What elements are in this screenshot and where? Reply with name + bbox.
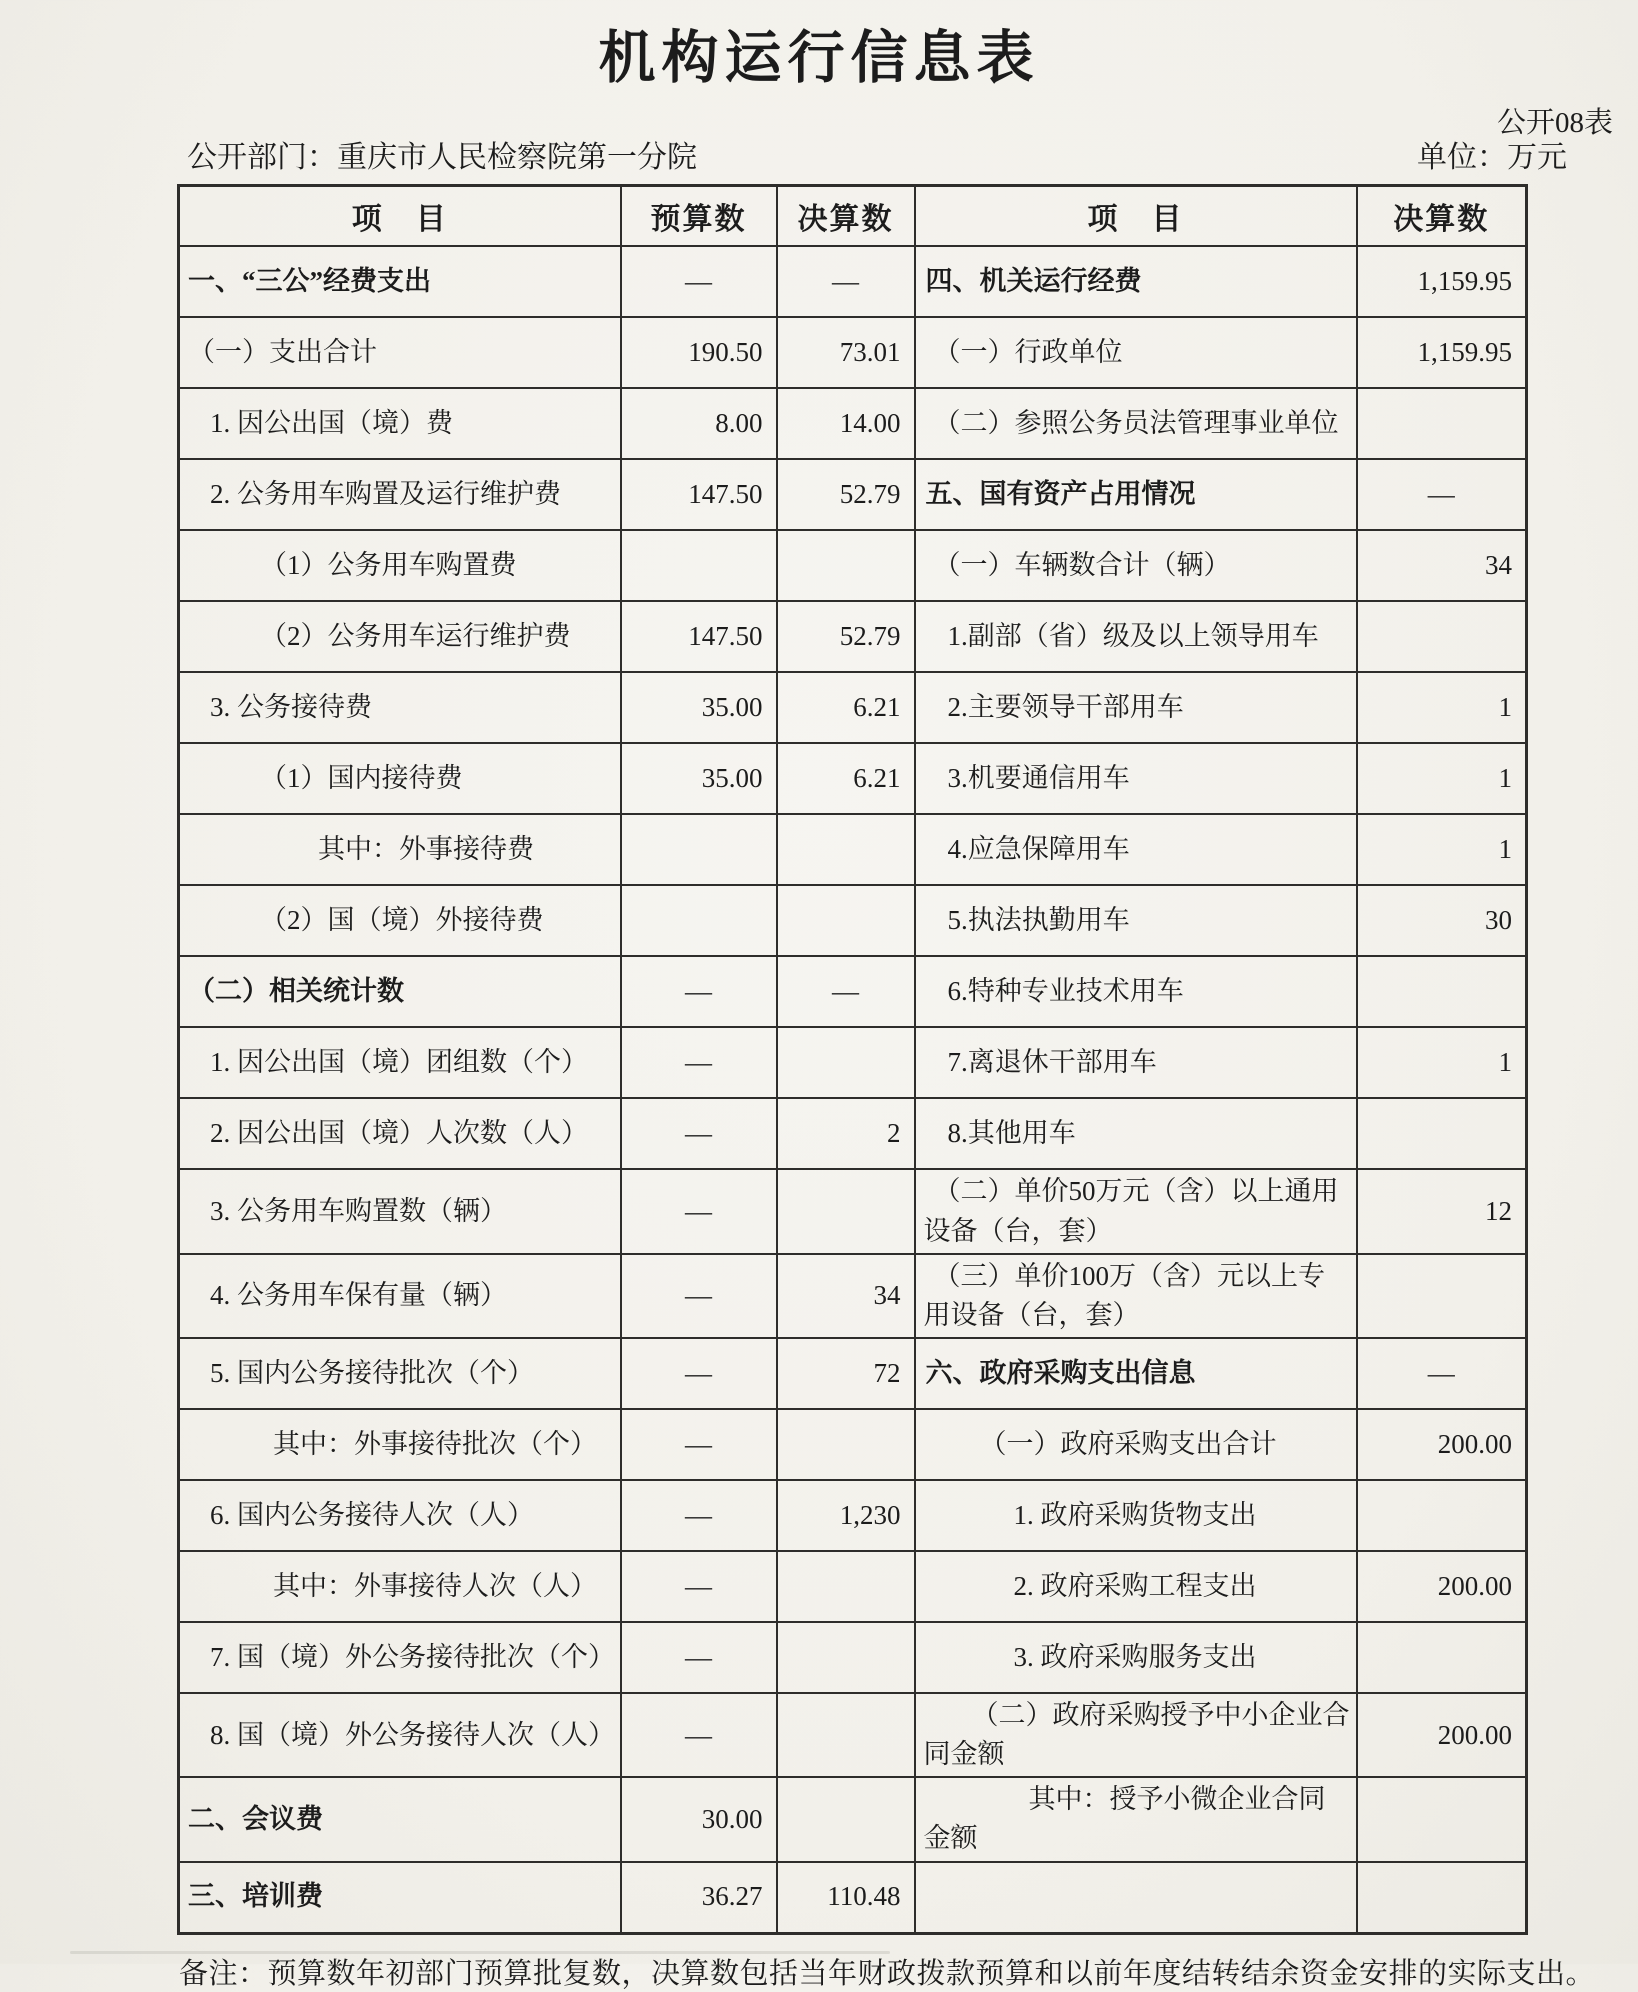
table-cell: （一）政府采购支出合计 <box>915 1409 1357 1480</box>
table-cell: 2 <box>777 1098 915 1169</box>
column-header: 项 目 <box>179 186 621 247</box>
table-row <box>179 1409 1527 1480</box>
table-cell: — <box>621 1098 777 1169</box>
table-cell: 35.00 <box>621 743 777 814</box>
table-cell: 3.机要通信用车 <box>915 743 1357 814</box>
table-cell: 72 <box>777 1338 915 1409</box>
table-cell: 30.00 <box>621 1777 777 1861</box>
table-cell: 6.特种专业技术用车 <box>915 956 1357 1027</box>
table-cell <box>621 885 777 956</box>
table-cell: （一）支出合计 <box>179 317 621 388</box>
table-cell: 四、机关运行经费 <box>915 246 1357 317</box>
table-cell: （二）政府采购授予中小企业合同金额 <box>915 1693 1357 1777</box>
table-row <box>179 459 1527 530</box>
table-cell: 3. 公务用车购置数（辆） <box>179 1169 621 1253</box>
table-cell <box>1357 388 1527 459</box>
table-cell: （一）行政单位 <box>915 317 1357 388</box>
table-cell: 三、培训费 <box>179 1862 621 1934</box>
table-cell <box>621 814 777 885</box>
table-cell <box>1357 1862 1527 1934</box>
table-cell: 8.00 <box>621 388 777 459</box>
table-cell: （二）单价50万元（含）以上通用设备（台，套） <box>915 1169 1357 1253</box>
table-cell: 1 <box>1357 672 1527 743</box>
table-row <box>179 743 1527 814</box>
table-cell: 5.执法执勤用车 <box>915 885 1357 956</box>
column-header: 预算数 <box>621 186 777 247</box>
table-cell: 1. 因公出国（境）团组数（个） <box>179 1027 621 1098</box>
table-cell: 6. 国内公务接待人次（人） <box>179 1480 621 1551</box>
table-cell <box>777 1622 915 1693</box>
table-cell: — <box>621 1169 777 1253</box>
table-cell: 1 <box>1357 743 1527 814</box>
table-cell: — <box>621 1254 777 1338</box>
table-cell: 1 <box>1357 1027 1527 1098</box>
table-cell: （三）单价100万（含）元以上专用设备（台，套） <box>915 1254 1357 1338</box>
table-cell: — <box>621 1409 777 1480</box>
table-cell: 3. 政府采购服务支出 <box>915 1622 1357 1693</box>
table-row <box>179 956 1527 1027</box>
table-cell: 52.79 <box>777 601 915 672</box>
table-cell: — <box>777 246 915 317</box>
table-cell: 其中：外事接待人次（人） <box>179 1551 621 1622</box>
table-cell <box>777 1693 915 1777</box>
table-row <box>179 1338 1527 1409</box>
table-cell <box>777 530 915 601</box>
table-cell: 200.00 <box>1357 1551 1527 1622</box>
table-row <box>179 1169 1527 1253</box>
unit-label: 单位：万元 <box>1417 141 1567 175</box>
table-cell: 4. 公务用车保有量（辆） <box>179 1254 621 1338</box>
table-cell <box>777 1777 915 1861</box>
table-cell: （1）国内接待费 <box>179 743 621 814</box>
table-cell: 1. 因公出国（境）费 <box>179 388 621 459</box>
table-cell: 1,230 <box>777 1480 915 1551</box>
table-row <box>179 1027 1527 1098</box>
table-cell: — <box>621 1551 777 1622</box>
table-cell <box>1357 601 1527 672</box>
table-cell: 6.21 <box>777 672 915 743</box>
table-row <box>179 885 1527 956</box>
table-row <box>179 1480 1527 1551</box>
table-cell: （一）车辆数合计（辆） <box>915 530 1357 601</box>
table-cell: 2. 公务用车购置及运行维护费 <box>179 459 621 530</box>
table-cell <box>1357 1622 1527 1693</box>
table-row <box>179 388 1527 459</box>
table-cell: 4.应急保障用车 <box>915 814 1357 885</box>
table-cell: 34 <box>1357 530 1527 601</box>
note-text: 备注：预算数年初部门预算批复数，决算数包括当年财政拨款预算和以前年度结转结余资金安排的实际支出。 <box>179 1957 1596 1990</box>
table-cell: — <box>621 1338 777 1409</box>
table-row <box>179 1862 1527 1934</box>
table-cell: 1,159.95 <box>1357 317 1527 388</box>
table-header-row <box>179 186 1527 247</box>
table-cell: 35.00 <box>621 672 777 743</box>
table-cell: 其中：外事接待批次（个） <box>179 1409 621 1480</box>
column-header: 决算数 <box>1357 186 1527 247</box>
table-cell <box>1357 1098 1527 1169</box>
table-row <box>179 672 1527 743</box>
table-cell <box>777 1409 915 1480</box>
table-row <box>179 1622 1527 1693</box>
info-table <box>177 184 1528 1934</box>
table-cell: 1. 政府采购货物支出 <box>915 1480 1357 1551</box>
document-sheet <box>0 26 1638 1992</box>
table-row <box>179 1777 1527 1861</box>
meta-row <box>0 139 1638 174</box>
table-cell: 14.00 <box>777 388 915 459</box>
table-cell <box>1357 1480 1527 1551</box>
table-cell: 7. 国（境）外公务接待批次（个） <box>179 1622 621 1693</box>
table-row <box>179 317 1527 388</box>
table-row <box>179 814 1527 885</box>
column-header: 决算数 <box>777 186 915 247</box>
table-cell: 200.00 <box>1357 1693 1527 1777</box>
table-row <box>179 1098 1527 1169</box>
table-cell: 8.其他用车 <box>915 1098 1357 1169</box>
table-row <box>179 601 1527 672</box>
table-cell: 1.副部（省）级及以上领导用车 <box>915 601 1357 672</box>
table-cell <box>777 1169 915 1253</box>
table-cell: — <box>621 1622 777 1693</box>
table-cell: 其中：外事接待费 <box>179 814 621 885</box>
info-table-body <box>179 246 1527 1933</box>
table-row <box>179 1551 1527 1622</box>
table-cell <box>777 814 915 885</box>
table-cell: — <box>777 956 915 1027</box>
table-cell: （二）参照公务员法管理事业单位 <box>915 388 1357 459</box>
table-cell: 73.01 <box>777 317 915 388</box>
table-cell <box>1357 956 1527 1027</box>
table-cell: 2.主要领导干部用车 <box>915 672 1357 743</box>
table-cell: 34 <box>777 1254 915 1338</box>
table-cell: — <box>621 1480 777 1551</box>
table-cell <box>1357 1254 1527 1338</box>
scan-artifact <box>70 1951 890 1954</box>
table-cell: 200.00 <box>1357 1409 1527 1480</box>
table-cell: 110.48 <box>777 1862 915 1934</box>
table-row <box>179 246 1527 317</box>
table-cell: — <box>621 1693 777 1777</box>
table-cell: 2. 因公出国（境）人次数（人） <box>179 1098 621 1169</box>
table-cell: 52.79 <box>777 459 915 530</box>
table-cell: 2. 政府采购工程支出 <box>915 1551 1357 1622</box>
table-cell: （1）公务用车购置费 <box>179 530 621 601</box>
table-cell: 五、国有资产占用情况 <box>915 459 1357 530</box>
table-cell <box>777 1027 915 1098</box>
table-cell: 36.27 <box>621 1862 777 1934</box>
table-cell: 其中：授予小微企业合同金额 <box>915 1777 1357 1861</box>
table-cell: — <box>1357 459 1527 530</box>
table-cell: 1 <box>1357 814 1527 885</box>
table-row <box>179 1254 1527 1338</box>
department-label: 公开部门：重庆市人民检察院第一分院 <box>187 141 697 175</box>
table-cell: 3. 公务接待费 <box>179 672 621 743</box>
table-cell: （二）相关统计数 <box>179 956 621 1027</box>
table-cell: 147.50 <box>621 601 777 672</box>
table-cell: 一、“三公”经费支出 <box>179 246 621 317</box>
table-cell <box>915 1862 1357 1934</box>
table-row <box>179 1693 1527 1777</box>
table-cell: 六、政府采购支出信息 <box>915 1338 1357 1409</box>
table-cell <box>777 885 915 956</box>
table-cell: 147.50 <box>621 459 777 530</box>
table-cell: （2）国（境）外接待费 <box>179 885 621 956</box>
table-cell: 二、会议费 <box>179 1777 621 1861</box>
table-cell: — <box>621 246 777 317</box>
table-cell: 6.21 <box>777 743 915 814</box>
table-cell: 8. 国（境）外公务接待人次（人） <box>179 1693 621 1777</box>
table-cell: — <box>1357 1338 1527 1409</box>
table-cell <box>621 530 777 601</box>
table-cell: 190.50 <box>621 317 777 388</box>
table-cell: 30 <box>1357 885 1527 956</box>
table-cell: （2）公务用车运行维护费 <box>179 601 621 672</box>
table-cell: 7.离退休干部用车 <box>915 1027 1357 1098</box>
table-row <box>179 530 1527 601</box>
table-cell <box>777 1551 915 1622</box>
table-cell: — <box>621 956 777 1027</box>
table-cell: 5. 国内公务接待批次（个） <box>179 1338 621 1409</box>
table-cell: — <box>621 1027 777 1098</box>
column-header: 项 目 <box>915 186 1357 247</box>
table-cell <box>1357 1777 1527 1861</box>
table-cell: 12 <box>1357 1169 1527 1253</box>
page-title: 机构运行信息表 <box>598 27 1040 90</box>
form-code-label: 公开08表 <box>1496 106 1613 139</box>
table-cell: 1,159.95 <box>1357 246 1527 317</box>
